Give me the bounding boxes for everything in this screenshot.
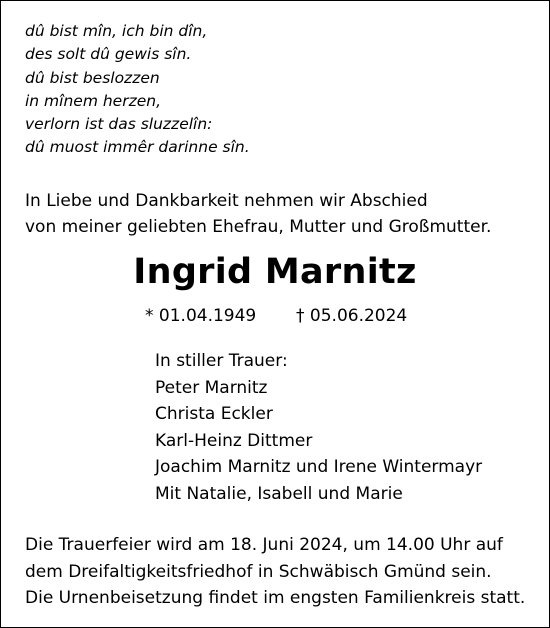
intro-text <box>25 188 491 240</box>
service-line: Die Trauerfeier wird am 18. Juni 2024, um 14.00 Uhr auf <box>25 535 503 555</box>
deceased-name: Ingrid Marnitz <box>133 252 417 292</box>
mourners-list <box>155 348 482 507</box>
mourner-name: Joachim Marnitz und Irene Wintermayr <box>155 457 483 477</box>
mourner-name: Karl-Heinz Dittmer <box>155 430 313 451</box>
service-line: dem Dreifaltigkeitsfriedhof in Schwäbisch Gmünd sein. <box>25 561 492 582</box>
death-date: † 05.06.2024 <box>296 306 408 326</box>
birth-date: * 01.04.1949 <box>145 306 257 326</box>
intro-line: von meiner geliebten Ehefrau, Mutter und Großmutter. <box>25 217 492 237</box>
poem-line: verlorn ist das sluzzelîn: <box>25 115 213 134</box>
mourner-name: Mit Natalie, Isabell und Marie <box>155 483 403 504</box>
poem-line: in mînem herzen, <box>25 91 162 110</box>
service-info <box>25 532 525 612</box>
poem-line: dû bist beslozzen <box>25 68 160 87</box>
mourner-name: Peter Marnitz <box>155 377 268 398</box>
poem-line: dû muost immêr darinne sîn. <box>25 138 250 157</box>
mourners-heading: In stiller Trauer: <box>155 351 288 371</box>
mourner-name: Christa Eckler <box>155 404 273 424</box>
intro-line: In Liebe und Dankbarkeit nehmen wir Abschied <box>25 191 428 211</box>
poem-line: des solt dû gewis sîn. <box>25 45 192 64</box>
poem <box>25 20 250 160</box>
service-line: Die Urnenbeisetzung findet im engsten Familienkreis statt. <box>25 588 526 608</box>
poem-line: dû bist mîn, ich bin dîn, <box>25 22 208 40</box>
